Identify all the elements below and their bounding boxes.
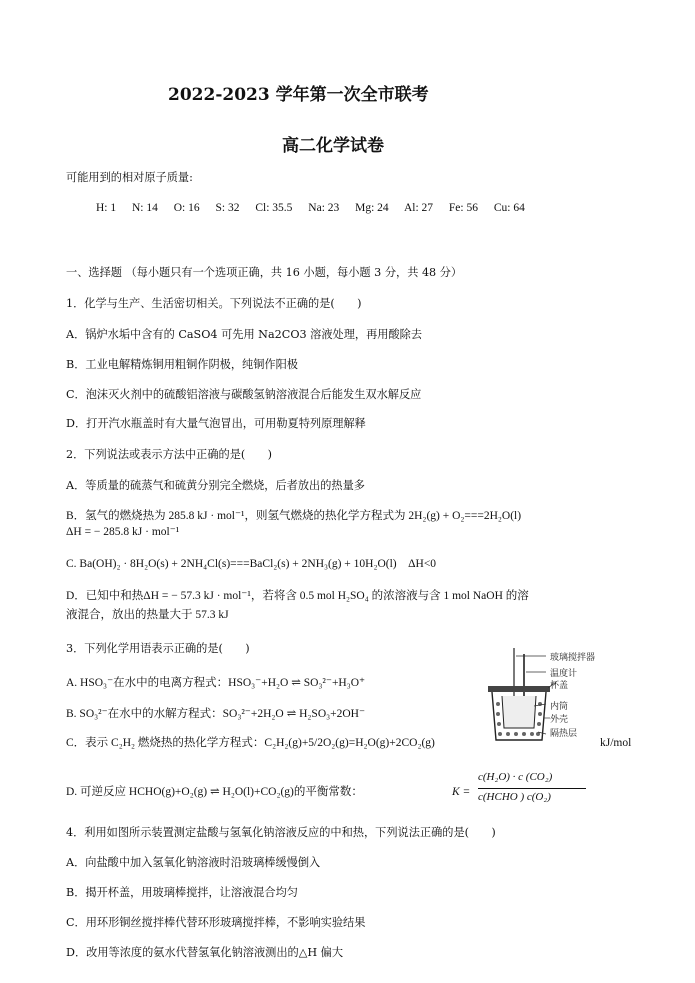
q2-option-c: C. Ba(OH)₂ · 8H₂O(s) + 2NH₄Cl(s)===BaCl₂(s) + 2NH₃(g) + 10H₂O(l) ΔH<0 <box>66 558 437 570</box>
q3-stem: 3．下列化学用语表示正确的是( ) <box>66 642 250 655</box>
mass-item: Fe: 56 <box>448 202 478 214</box>
masses-intro: 可能用到的相对原子质量: <box>66 171 193 184</box>
exam-subtitle: 高二化学试卷 <box>282 136 384 156</box>
mass-item: Na: 23 <box>308 202 340 214</box>
mass-item: O: 16 <box>173 202 200 214</box>
q4-option-a: A．向盐酸中加入氢氧化钠溶液时沿玻璃棒缓慢倒入 <box>66 856 321 869</box>
q3-option-c-unit: kJ/mol <box>600 737 632 749</box>
q2-option-b-line1: B．氢气的燃烧热为 285.8 kJ · mol⁻¹，则氢气燃烧的热化学方程式为 2H₂(g) + O₂===2H₂O(l) <box>66 510 522 522</box>
q1-option-d: D．打开汽水瓶盖时有大量气泡冒出，可用勒夏特列原理解释 <box>66 417 366 430</box>
fraction-denominator: c(HCHO ) c(O₂) <box>478 791 551 803</box>
equilibrium-constant-fraction <box>478 771 588 811</box>
q2-option-d-line1: D．已知中和热ΔH = − 57.3 kJ · mol⁻¹，若将含 0.5 mol H₂SO₄ 的浓溶液与含 1 mol NaOH 的溶 <box>66 590 529 602</box>
label-inner-cup: 内筒 <box>550 702 569 712</box>
q3-option-d: D. 可逆反应 HCHO(g)+O₂(g) ⇌ H₂O(l)+CO₂(g)的平衡常数： <box>66 786 363 798</box>
label-glass-stirrer: 玻璃搅拌器 <box>550 653 596 663</box>
label-thermometer: 温度计 <box>550 669 578 679</box>
masses-list <box>96 200 538 216</box>
label-lid: 杯盖 <box>550 681 569 691</box>
q1-option-a: A．锅炉水垢中含有的 CaSO4 可先用 Na2CO3 溶液处理，再用酸除去 <box>66 328 423 341</box>
mass-item: Cl: 35.5 <box>255 202 293 214</box>
q3-option-a: A. HSO₃⁻在水中的电离方程式：HSO₃⁻+H₂O ⇌ SO₃²⁻+H₃O⁺ <box>66 677 366 689</box>
label-outer-shell: 外壳 <box>550 715 569 725</box>
section-heading: 一、选择题 （每小题只有一个选项正确，共 16 小题，每小题 3 分，共 48 分） <box>66 266 463 279</box>
mass-item: Mg: 24 <box>355 202 389 214</box>
q1-option-c: C．泡沫灭火剂中的硫酸铝溶液与碳酸氢钠溶液混合后能发生双水解反应 <box>66 388 422 401</box>
mass-item: Al: 27 <box>403 202 434 214</box>
q4-option-c: C．用环形铜丝搅拌棒代替环形玻璃搅拌棒，不影响实验结果 <box>66 916 366 929</box>
mass-item: Cu: 64 <box>493 202 525 214</box>
label-insulation: 隔热层 <box>550 729 578 739</box>
mass-item: S: 32 <box>215 202 240 214</box>
q2-option-d-line2: 液混合，放出的热量大于 57.3 kJ <box>66 609 229 621</box>
mass-item: N: 14 <box>132 202 158 214</box>
q1-stem: 1．化学与生产、生活密切相关。下列说法不正确的是( ) <box>66 297 362 310</box>
q4-option-d: D．改用等浓度的氨水代替氢氧化钠溶液测出的△H 偏大 <box>66 946 344 959</box>
q2-option-a: A．等质量的硫蒸气和硫黄分别完全燃烧，后者放出的热量多 <box>66 479 365 492</box>
q1-option-b: B．工业电解精炼铜用粗铜作阴极，纯铜作阳极 <box>66 358 298 371</box>
mass-item: H: 1 <box>96 202 117 214</box>
equilibrium-k-symbol: K = <box>452 786 471 798</box>
q3-option-c: C．表示 C₂H₂ 燃烧热的热化学方程式：C₂H₂(g)+5/2O₂(g)=H₂O(g)+2CO₂(g) <box>66 737 435 749</box>
q4-option-b: B．揭开杯盖，用玻璃棒搅拌，让溶液混合均匀 <box>66 886 298 899</box>
q2-option-b-line2: ΔH = − 285.8 kJ · mol⁻¹ <box>66 526 180 538</box>
q4-stem: 4．利用如图所示装置测定盐酸与氢氧化钠溶液反应的中和热，下列说法正确的是( ) <box>66 826 496 839</box>
q3-option-b: B. SO₃²⁻在水中的水解方程式：SO₃²⁻+2H₂O ⇌ H₂SO₃+2OH⁻ <box>66 708 366 720</box>
exam-title: 2022-2023 学年第一次全市联考 <box>168 85 429 105</box>
fraction-bar <box>478 788 586 789</box>
calorimeter-figure <box>480 644 660 744</box>
q2-stem: 2．下列说法或表示方法中正确的是( ) <box>66 448 273 461</box>
fraction-numerator: c(H₂O) · c (CO₂) <box>478 771 553 783</box>
